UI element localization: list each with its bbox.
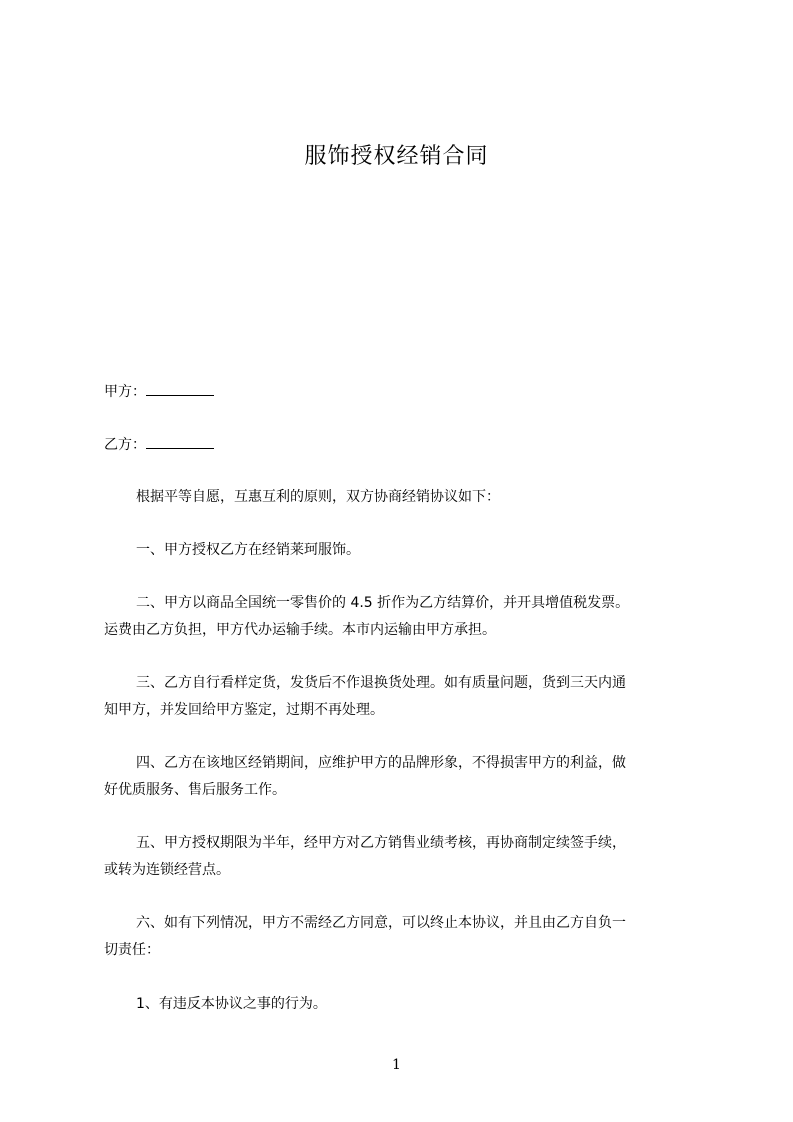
clause-6-item-1: 1、有违反本协议之事的行为。 (136, 996, 327, 1012)
document-title: 服饰授权经销合同 (304, 144, 489, 169)
party-a-label: 甲方： (104, 384, 146, 400)
clause-2-line-2: 运费由乙方负担，甲方代办运输手续。本市内运输由甲方承担。 (104, 622, 496, 638)
clause-3 (104, 670, 702, 724)
clause-4 (104, 750, 702, 804)
clause-4-line-1: 四、乙方在该地区经销期间，应维护甲方的品牌形象，不得损害甲方的利益，做 (136, 755, 626, 771)
intro-paragraph: 根据平等自愿，互惠互利的原则，双方协商经销协议如下： (136, 489, 500, 505)
party-a-line (104, 381, 214, 402)
clause-5-line-2: 或转为连锁经营点。 (104, 862, 230, 878)
clause-2 (104, 590, 702, 644)
clause-6-line-2: 切责任： (104, 942, 160, 958)
party-b-line (104, 434, 214, 455)
clause-6-line-1: 六、如有下列情况，甲方不需经乙方同意，可以终止本协议，并且由乙方自负一 (136, 915, 626, 931)
page-number: 1 (392, 1057, 401, 1073)
clause-1: 一、甲方授权乙方在经销莱珂服饰。 (136, 542, 360, 558)
party-a-blank (146, 381, 214, 396)
clause-5 (104, 830, 702, 884)
clause-3-line-1: 三、乙方自行看样定货，发货后不作退换货处理。如有质量问题，货到三天内通 (136, 675, 626, 691)
party-b-label: 乙方： (104, 437, 146, 453)
clause-5-line-1: 五、甲方授权期限为半年，经甲方对乙方销售业绩考核，再协商制定续签手续， (136, 835, 626, 851)
clause-6 (104, 910, 702, 964)
clause-2-line-1: 二、甲方以商品全国统一零售价的 4.5 折作为乙方结算价，并开具增值税发票。 (136, 595, 630, 611)
clause-4-line-2: 好优质服务、售后服务工作。 (104, 782, 286, 798)
party-b-blank (146, 434, 214, 449)
clause-3-line-2: 知甲方，并发回给甲方鉴定，过期不再处理。 (104, 702, 384, 718)
